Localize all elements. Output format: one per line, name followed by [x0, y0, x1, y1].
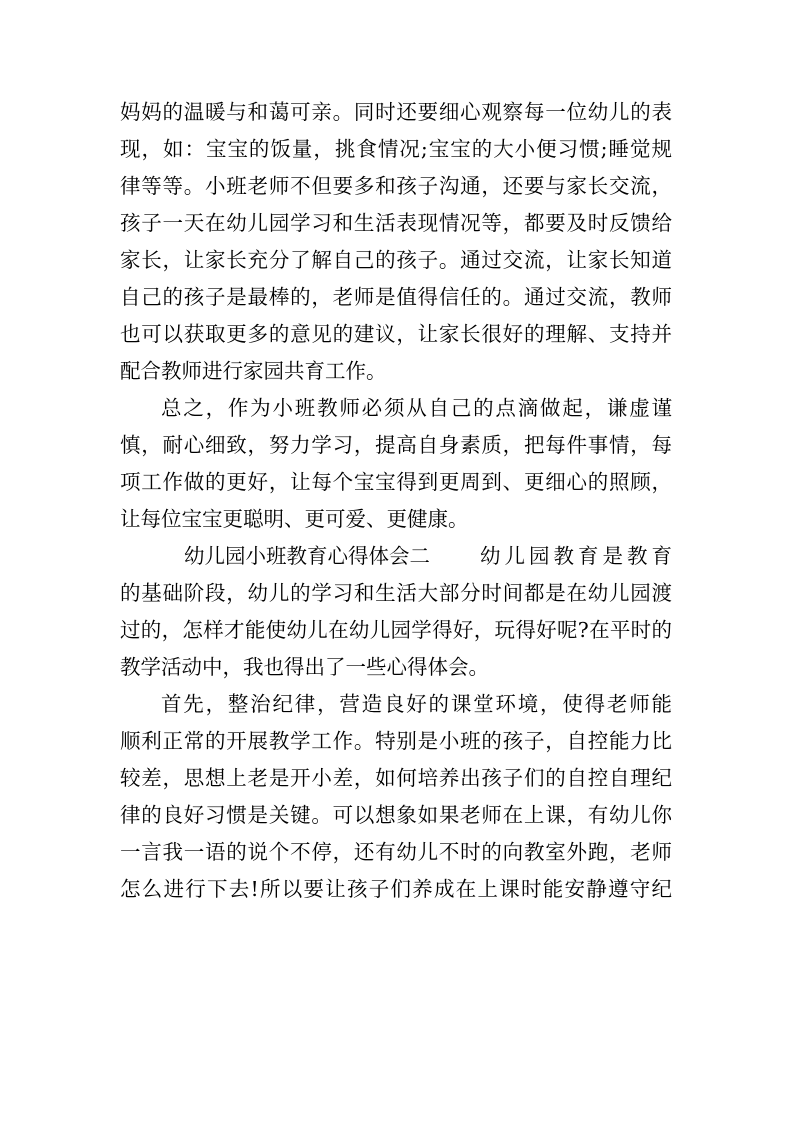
- text-line: 怎么进行下去!所以要让孩子们养成在上课时能安静遵守纪: [120, 877, 672, 901]
- text-line: 自己的孩子是最棒的，老师是值得信任的。通过交流，教师: [120, 285, 672, 309]
- text-line: 项工作做的更好，让每个宝宝得到更周到、更细心的照顾，: [120, 470, 672, 494]
- text-line: 配合教师进行家园共育工作。: [120, 359, 387, 383]
- paragraph-1: [120, 94, 672, 390]
- text-span: 幼儿园教育是教育: [480, 544, 672, 568]
- text-line: 妈妈的温暖与和蔼可亲。同时还要细心观察每一位幼儿的表: [120, 100, 672, 124]
- paragraph-3: [120, 538, 672, 686]
- text-line: 律的良好习惯是关键。可以想象如果老师在上课，有幼儿你: [120, 803, 672, 827]
- text-line: 也可以获取更多的意见的建议，让家长很好的理解、支持并: [120, 322, 672, 346]
- text-line: 顺利正常的开展教学工作。特别是小班的孩子，自控能力比: [120, 729, 672, 753]
- section-title: 幼儿园小班教育心得体会二: [184, 544, 430, 568]
- text-line: 总之，作为小班教师必须从自己的点滴做起，谦虚谨: [161, 396, 672, 420]
- text-line: 较差，思想上老是开小差，如何培养出孩子们的自控自理纪: [120, 766, 672, 790]
- text-line: 律等等。小班老师不但要多和孩子沟通，还要与家长交流，: [120, 174, 672, 198]
- text-line: 孩子一天在幼儿园学习和生活表现情况等，都要及时反馈给: [120, 211, 672, 235]
- paragraph-4: [120, 686, 672, 908]
- paragraph-2: [120, 390, 672, 538]
- text-line: 教学活动中，我也得出了一些心得体会。: [120, 655, 489, 679]
- text-line: 一言我一语的说个不停，还有幼儿不时的向教室外跑，老师: [120, 840, 672, 864]
- text-line: 家长，让家长充分了解自己的孩子。通过交流，让家长知道: [120, 248, 672, 272]
- text-line: 慎，耐心细致，努力学习，提高自身素质，把每件事情，每: [120, 433, 672, 457]
- document-body: [120, 94, 672, 908]
- text-line: 首先，整治纪律，营造良好的课堂环境，使得老师能: [161, 692, 672, 716]
- text-line: 现，如：宝宝的饭量，挑食情况;宝宝的大小便习惯;睡觉规: [120, 137, 672, 161]
- section-title-line: [120, 538, 672, 575]
- text-line: 让每位宝宝更聪明、更可爱、更健康。: [120, 507, 469, 531]
- text-line: 的基础阶段，幼儿的学习和生活大部分时间都是在幼儿园渡: [120, 581, 672, 605]
- text-line: 过的，怎样才能使幼儿在幼儿园学得好，玩得好呢?在平时的: [120, 618, 672, 642]
